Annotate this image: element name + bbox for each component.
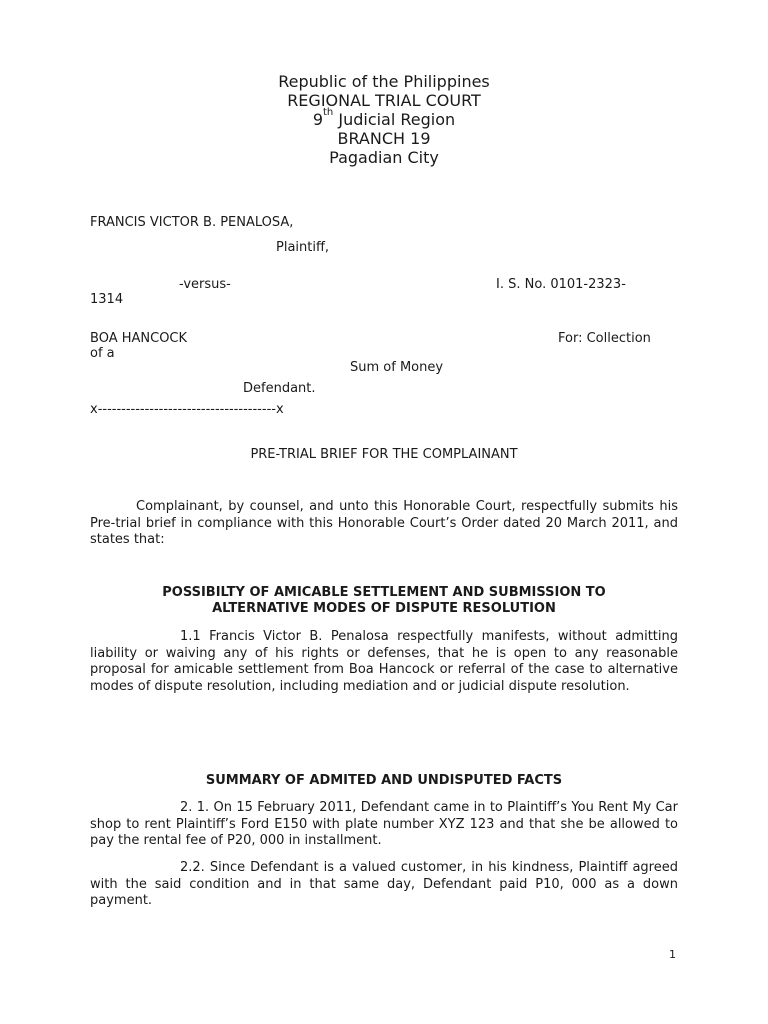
- defendant-name: BOA HANCOCK: [90, 331, 188, 346]
- paragraph-2-2: 2.2. Since Defendant is a valued customer, in his kindness, Plaintiff agreed with the said condition and in that same day, Defendant paid P10, 000 as a down payment.: [90, 860, 678, 908]
- section1-heading-line2: ALTERNATIVE MODES OF DISPUTE RESOLUTION: [212, 601, 556, 616]
- nature-of-action-continued: of a: [90, 346, 115, 361]
- plaintiff-role: Plaintiff,: [276, 240, 330, 255]
- paragraph-2-1: 2. 1. On 15 February 2011, Defendant came in to Plaintiff’s You Rent My Car shop to rent Plaintiff’s Ford E150 with plate number XYZ 123 and that she be allowed to pay the rental fee of P20, 000 in installment.: [90, 800, 678, 848]
- nature-of-action: For: Collection: [558, 331, 651, 346]
- header-city: Pagadian City: [329, 148, 439, 167]
- nature-of-action-subject: Sum of Money: [350, 360, 444, 375]
- page-number: 1: [669, 948, 676, 961]
- section1-heading-line1: POSSIBILTY OF AMICABLE SETTLEMENT AND SUBMISSION TO: [162, 585, 606, 600]
- paragraph-1-1: 1.1 Francis Victor B. Penalosa respectfully manifests, without admitting liability or waiving any of his rights or defenses, that he is open to any reasonable proposal for amicable settlement from Boa Hancock or referral of the case to alternative modes of dispute resolution, including mediation and or judicial dispute resolution.: [90, 629, 678, 694]
- header-judicial-region: 9th Judicial Region: [312, 107, 456, 129]
- header-republic: Republic of the Philippines: [278, 72, 490, 91]
- header-branch: BRANCH 19: [337, 129, 431, 148]
- section2-heading: SUMMARY OF ADMITED AND UNDISPUTED FACTS: [205, 773, 563, 788]
- plaintiff-name: FRANCIS VICTOR B. PENALOSA,: [90, 215, 294, 230]
- case-number-continued: 1314: [90, 292, 124, 307]
- defendant-role: Defendant.: [243, 381, 316, 396]
- case-number: I. S. No. 0101-2323-: [496, 277, 626, 292]
- document-title: PRE-TRIAL BRIEF FOR THE COMPLAINANT: [250, 447, 518, 462]
- header-court: REGIONAL TRIAL COURT: [287, 91, 481, 110]
- versus-label: -versus-: [179, 277, 231, 292]
- caption-separator: x--------------------------------------x: [90, 402, 284, 417]
- intro-paragraph: Complainant, by counsel, and unto this Honorable Court, respectfully submits his Pre-trial brief in compliance with this Honorable Court’s Order dated 20 March 2011, and states that:: [90, 499, 678, 547]
